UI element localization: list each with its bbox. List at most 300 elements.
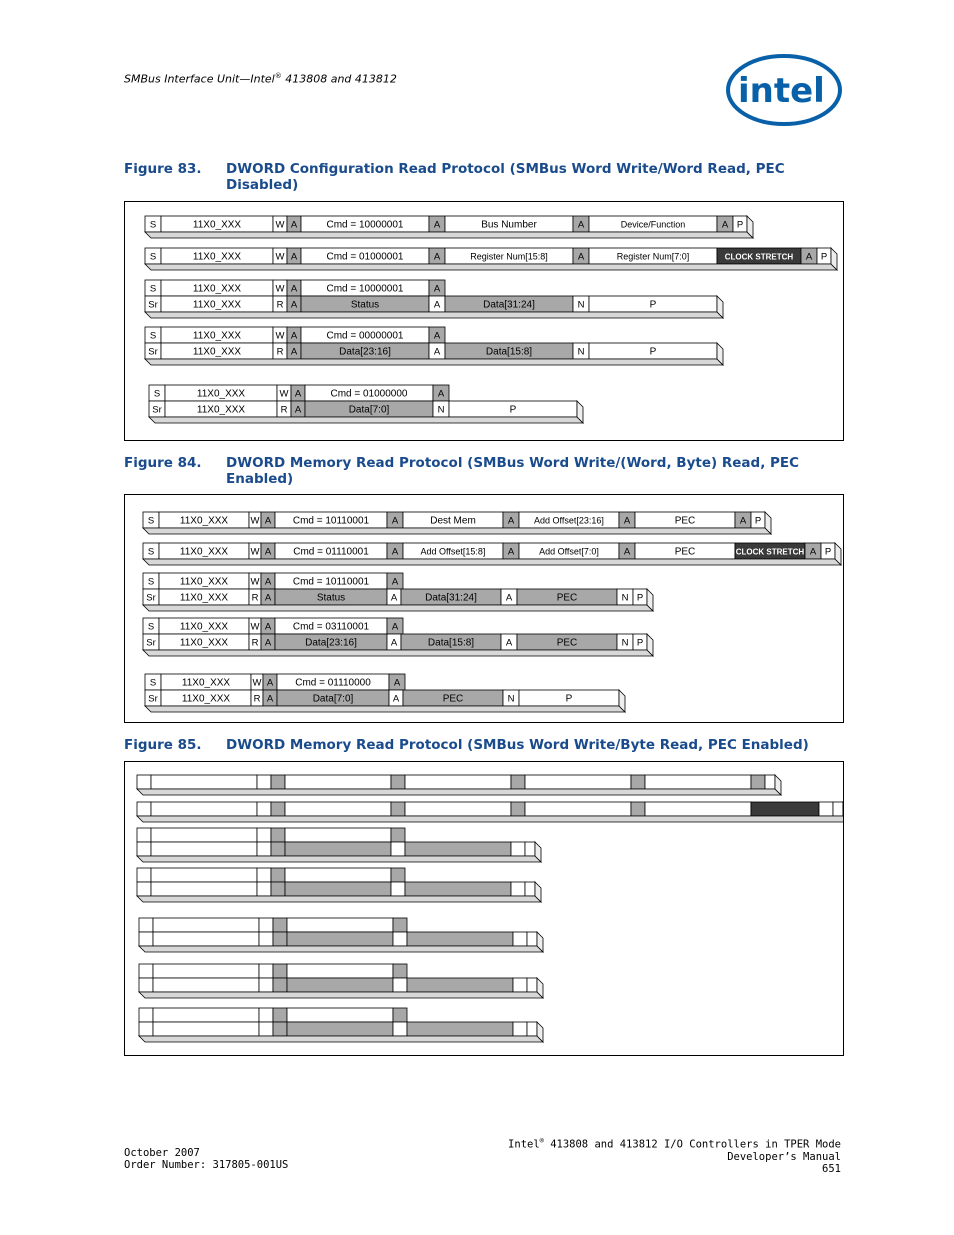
field-label: W	[275, 330, 285, 342]
protocol-field	[287, 918, 393, 932]
field-label: Add Offset[23:16]	[534, 515, 604, 526]
footer-manual: Developer’s Manual	[727, 1150, 841, 1163]
field-label: Sr	[148, 693, 158, 705]
row-shadow-bottom	[137, 789, 781, 795]
field-label: A	[390, 637, 398, 649]
protocol-row	[139, 918, 407, 932]
protocol-field	[751, 775, 765, 789]
field-label: P	[824, 546, 832, 558]
protocol-field	[511, 882, 525, 896]
field-label: Sr	[152, 404, 162, 416]
field-label: A	[264, 515, 272, 527]
protocol-field	[153, 1022, 259, 1036]
protocol-field	[513, 978, 527, 992]
footer-page-number: 651	[822, 1162, 841, 1175]
field-label: Add Offset[7:0]	[539, 546, 599, 557]
protocol-field	[393, 1022, 407, 1036]
field-label: R	[253, 693, 261, 705]
field-label: S	[149, 330, 157, 342]
field-label: A	[390, 592, 398, 604]
protocol-field	[137, 882, 151, 896]
field-label: Dest Mem	[430, 515, 476, 527]
protocol-row	[143, 573, 403, 589]
field-label: A	[577, 251, 585, 263]
logo-text: intel	[738, 71, 825, 111]
figure-83-box	[124, 201, 844, 441]
row-shadow-bottom	[143, 559, 841, 565]
field-label: Register Num[7:0]	[616, 251, 690, 262]
field-label: PEC	[674, 546, 696, 558]
footer-product: Intel® 413808 and 413812 I/O Controllers in TPER Mode	[508, 1137, 841, 1151]
protocol-field	[151, 842, 257, 856]
field-label: A	[433, 219, 441, 231]
protocol-field	[407, 1022, 513, 1036]
protocol-row	[145, 248, 837, 270]
protocol-field	[285, 775, 391, 789]
protocol-field	[285, 842, 391, 856]
field-label: P	[565, 693, 573, 705]
field-label: S	[149, 219, 157, 231]
protocol-field	[137, 775, 151, 789]
protocol-field	[137, 868, 151, 882]
protocol-row	[139, 932, 543, 952]
protocol-row	[137, 842, 541, 862]
field-label: 11X0_XXX	[192, 251, 242, 263]
field-label: A	[264, 546, 272, 558]
field-label: Cmd = 10000001	[326, 219, 404, 231]
figure-84-diagram	[125, 495, 843, 722]
protocol-field	[137, 842, 151, 856]
field-label: Cmd = 00000001	[326, 330, 404, 342]
field-label: Cmd = 10000001	[326, 283, 404, 295]
field-label: A	[505, 637, 513, 649]
protocol-field	[525, 775, 631, 789]
protocol-field	[257, 868, 271, 882]
protocol-field	[271, 882, 285, 896]
protocol-row	[143, 589, 653, 611]
field-label: A	[433, 283, 441, 295]
field-label: CLOCK STRETCH	[735, 547, 805, 557]
protocol-field	[525, 882, 535, 896]
protocol-field	[631, 775, 645, 789]
field-label: A	[433, 299, 441, 311]
protocol-field	[405, 802, 511, 816]
field-label: P	[636, 592, 644, 604]
protocol-field	[287, 1022, 393, 1036]
field-label: A	[437, 388, 445, 400]
protocol-field	[751, 802, 819, 816]
figure-title: DWORD Configuration Read Protocol (SMBus Word Write/Word Read, PEC Disabled)	[226, 161, 785, 193]
figure-85-box	[124, 761, 844, 1056]
footer-right	[508, 1135, 841, 1175]
protocol-field	[645, 775, 751, 789]
row-shadow-bottom	[145, 706, 625, 712]
protocol-field	[139, 932, 153, 946]
protocol-field	[259, 978, 273, 992]
protocol-field	[391, 842, 405, 856]
field-label: Data[7:0]	[348, 404, 390, 416]
protocol-row	[149, 385, 449, 401]
figure-84-box	[124, 494, 844, 723]
field-label: A	[623, 515, 631, 527]
field-label: Sr	[148, 346, 158, 358]
field-label: A	[264, 592, 272, 604]
field-label: A	[623, 546, 631, 558]
protocol-field	[139, 1022, 153, 1036]
protocol-field	[525, 842, 535, 856]
protocol-field	[257, 775, 271, 789]
field-label: A	[433, 346, 441, 358]
field-label: R	[276, 346, 284, 358]
field-label: 11X0_XXX	[192, 299, 242, 311]
protocol-row	[137, 775, 781, 795]
field-label: Data[23:16]	[339, 346, 391, 358]
field-label: S	[149, 283, 157, 295]
field-label: Data[23:16]	[305, 637, 357, 649]
protocol-field	[405, 842, 511, 856]
field-label: Data[15:8]	[485, 346, 533, 358]
field-label: A	[577, 219, 585, 231]
field-label: A	[805, 251, 813, 263]
protocol-field	[257, 842, 271, 856]
protocol-field	[153, 918, 259, 932]
field-label: A	[391, 621, 399, 633]
intel-logo	[722, 50, 844, 134]
field-label: W	[275, 219, 285, 231]
field-label: S	[147, 546, 155, 558]
protocol-field	[287, 978, 393, 992]
field-label: A	[809, 546, 817, 558]
protocol-field	[287, 964, 393, 978]
protocol-field	[511, 775, 525, 789]
protocol-field	[819, 802, 833, 816]
field-label: A	[393, 677, 401, 689]
field-label: N	[577, 346, 585, 358]
field-label: W	[250, 621, 260, 633]
figure-83-diagram	[125, 202, 843, 440]
protocol-row	[143, 618, 403, 634]
field-label: S	[147, 576, 155, 588]
field-label: S	[153, 388, 161, 400]
field-label: PEC	[556, 592, 578, 604]
field-label: R	[251, 592, 259, 604]
protocol-field	[525, 802, 631, 816]
field-label: Add Offset[15:8]	[420, 546, 486, 557]
field-label: P	[820, 251, 828, 263]
protocol-row	[145, 327, 445, 343]
field-label: 11X0_XXX	[196, 388, 246, 400]
field-label: PEC	[442, 693, 464, 705]
figure-number: Figure 84.	[124, 455, 202, 471]
protocol-row	[145, 280, 445, 296]
protocol-field	[273, 1008, 287, 1022]
field-label: Register Num[15:8]	[470, 251, 548, 262]
protocol-field	[139, 964, 153, 978]
field-label: 11X0_XXX	[179, 621, 229, 633]
field-label: A	[264, 576, 272, 588]
protocol-field	[257, 802, 271, 816]
field-label: Sr	[146, 592, 156, 604]
protocol-field	[139, 978, 153, 992]
field-label: Cmd = 01000000	[330, 388, 408, 400]
row-shadow-bottom	[143, 650, 653, 656]
protocol-field	[273, 978, 287, 992]
field-label: P	[736, 219, 744, 231]
protocol-field	[391, 775, 405, 789]
protocol-field	[153, 978, 259, 992]
protocol-row	[137, 802, 843, 822]
field-label: Data[31:24]	[425, 592, 477, 604]
field-label: Cmd = 01000001	[326, 251, 404, 263]
field-label: 11X0_XXX	[179, 515, 229, 527]
field-label: W	[275, 251, 285, 263]
figure-85-diagram	[125, 762, 843, 1055]
field-label: W	[279, 388, 289, 400]
field-label: W	[275, 283, 285, 295]
field-label: A	[721, 219, 729, 231]
protocol-row	[139, 1008, 407, 1022]
field-label: A	[294, 388, 302, 400]
field-label: A	[290, 219, 298, 231]
field-label: A	[391, 515, 399, 527]
field-label: A	[264, 621, 272, 633]
protocol-field	[393, 978, 407, 992]
protocol-row	[145, 690, 625, 712]
field-label: W	[252, 677, 262, 689]
protocol-field	[273, 964, 287, 978]
field-label: CLOCK STRETCH	[724, 252, 794, 262]
protocol-row	[139, 1022, 543, 1042]
field-label: A	[433, 330, 441, 342]
field-label: N	[437, 404, 445, 416]
field-label: PEC	[674, 515, 696, 527]
field-label: P	[509, 404, 517, 416]
protocol-field	[511, 842, 525, 856]
protocol-field	[391, 802, 405, 816]
field-label: Cmd = 01110000	[295, 677, 371, 689]
row-shadow-bottom	[139, 992, 543, 998]
protocol-row	[145, 343, 723, 365]
field-label: R	[276, 299, 284, 311]
row-shadow-bottom	[139, 946, 543, 952]
figure-number: Figure 85.	[124, 737, 202, 753]
field-label: Data[31:24]	[483, 299, 535, 311]
field-label: A	[290, 299, 298, 311]
field-label: A	[266, 693, 274, 705]
row-shadow-bottom	[149, 417, 583, 423]
protocol-field	[513, 932, 527, 946]
field-label: A	[391, 576, 399, 588]
field-label: A	[290, 251, 298, 263]
field-label: A	[391, 546, 399, 558]
protocol-field	[257, 828, 271, 842]
protocol-field	[271, 828, 285, 842]
field-label: A	[392, 693, 400, 705]
protocol-field	[137, 828, 151, 842]
protocol-field	[285, 802, 391, 816]
protocol-field	[833, 802, 843, 816]
field-label: A	[290, 283, 298, 295]
protocol-field	[393, 932, 407, 946]
protocol-field	[153, 1008, 259, 1022]
protocol-field	[285, 882, 391, 896]
protocol-field	[151, 868, 257, 882]
protocol-field	[271, 868, 285, 882]
protocol-field	[287, 1008, 393, 1022]
protocol-field	[393, 918, 407, 932]
field-label: Sr	[148, 299, 158, 311]
field-label: Status	[316, 592, 346, 604]
field-label: Cmd = 10110001	[292, 576, 370, 588]
field-label: A	[505, 592, 513, 604]
field-label: S	[147, 515, 155, 527]
field-label: A	[290, 346, 298, 358]
protocol-field	[393, 964, 407, 978]
protocol-field	[259, 1022, 273, 1036]
protocol-field	[405, 882, 511, 896]
field-label: 11X0_XXX	[192, 346, 242, 358]
protocol-field	[765, 775, 775, 789]
protocol-row	[139, 978, 543, 998]
field-label: 11X0_XXX	[181, 693, 231, 705]
protocol-field	[259, 1008, 273, 1022]
protocol-row	[139, 964, 407, 978]
field-label: P	[649, 346, 657, 358]
field-label: S	[149, 251, 157, 263]
field-label: Cmd = 10110001	[292, 515, 370, 527]
protocol-row	[145, 216, 753, 238]
protocol-field	[259, 964, 273, 978]
protocol-field	[273, 932, 287, 946]
field-label: 11X0_XXX	[196, 404, 246, 416]
field-label: R	[251, 637, 259, 649]
protocol-field	[287, 932, 393, 946]
row-shadow-bottom	[145, 232, 753, 238]
row-shadow-bottom	[137, 816, 843, 822]
field-label: W	[250, 576, 260, 588]
protocol-field	[273, 918, 287, 932]
protocol-field	[273, 1022, 287, 1036]
protocol-field	[259, 918, 273, 932]
field-label: 11X0_XXX	[181, 677, 231, 689]
protocol-field	[153, 964, 259, 978]
field-label: A	[294, 404, 302, 416]
footer-order-number: Order Number: 317805-001US	[124, 1159, 289, 1171]
protocol-field	[407, 932, 513, 946]
field-label: PEC	[556, 637, 578, 649]
field-label: W	[250, 546, 260, 558]
field-label: 11X0_XXX	[192, 283, 242, 295]
field-label: A	[266, 677, 274, 689]
protocol-row	[143, 543, 841, 565]
field-label: R	[280, 404, 288, 416]
protocol-row	[137, 828, 405, 842]
field-label: 11X0_XXX	[179, 576, 229, 588]
protocol-field	[393, 1008, 407, 1022]
field-label: N	[507, 693, 515, 705]
field-label: N	[577, 299, 585, 311]
protocol-field	[137, 802, 151, 816]
field-label: 11X0_XXX	[192, 330, 242, 342]
protocol-field	[271, 775, 285, 789]
protocol-row	[145, 674, 405, 690]
footer-left	[124, 1147, 288, 1171]
field-label: Status	[350, 299, 380, 311]
protocol-field	[151, 775, 257, 789]
protocol-field	[257, 882, 271, 896]
row-shadow-bottom	[145, 264, 837, 270]
field-label: N	[621, 592, 629, 604]
protocol-field	[271, 802, 285, 816]
row-shadow-bottom	[137, 896, 541, 902]
footer-date: October 2007	[124, 1147, 200, 1159]
protocol-field	[407, 978, 513, 992]
field-label: A	[507, 515, 515, 527]
field-label: P	[636, 637, 644, 649]
protocol-field	[285, 828, 391, 842]
field-label: 11X0_XXX	[179, 637, 229, 649]
protocol-row	[137, 882, 541, 902]
running-header: SMBus Interface Unit—Intel® 413808 and 413812	[124, 72, 397, 86]
protocol-field	[645, 802, 751, 816]
field-label: Device/Function	[620, 219, 686, 230]
protocol-field	[285, 868, 391, 882]
figure-title: DWORD Memory Read Protocol (SMBus Word Write/(Word, Byte) Read, PEC Enabled)	[226, 455, 800, 487]
field-label: Cmd = 01110001	[293, 546, 369, 558]
row-shadow-bottom	[143, 605, 653, 611]
field-label: P	[754, 515, 762, 527]
field-label: A	[290, 330, 298, 342]
protocol-row	[143, 634, 653, 656]
protocol-field	[391, 828, 405, 842]
protocol-row	[143, 512, 771, 534]
field-label: P	[649, 299, 657, 311]
protocol-field	[153, 932, 259, 946]
field-label: 11X0_XXX	[192, 219, 242, 231]
protocol-field	[271, 842, 285, 856]
field-label: A	[264, 637, 272, 649]
field-label: S	[147, 621, 155, 633]
intel-logo-icon	[722, 50, 844, 130]
row-shadow-bottom	[139, 1036, 543, 1042]
field-label: A	[507, 546, 515, 558]
protocol-field	[405, 775, 511, 789]
field-label: A	[739, 515, 747, 527]
protocol-field	[511, 802, 525, 816]
protocol-field	[151, 828, 257, 842]
field-label: 11X0_XXX	[179, 592, 229, 604]
protocol-field	[391, 868, 405, 882]
protocol-row	[137, 868, 405, 882]
protocol-row	[145, 296, 723, 318]
figure-title: DWORD Memory Read Protocol (SMBus Word Write/Byte Read, PEC Enabled)	[226, 737, 809, 753]
protocol-field	[391, 882, 405, 896]
field-label: Sr	[146, 637, 156, 649]
field-label: N	[621, 637, 629, 649]
row-shadow-bottom	[137, 856, 541, 862]
protocol-row	[149, 401, 583, 423]
protocol-field	[139, 918, 153, 932]
field-label: W	[250, 515, 260, 527]
protocol-field	[527, 932, 537, 946]
protocol-field	[513, 1022, 527, 1036]
protocol-field	[151, 802, 257, 816]
row-shadow-bottom	[145, 359, 723, 365]
protocol-field	[527, 1022, 537, 1036]
protocol-field	[151, 882, 257, 896]
field-label: A	[433, 251, 441, 263]
field-label: Data[7:0]	[312, 693, 354, 705]
